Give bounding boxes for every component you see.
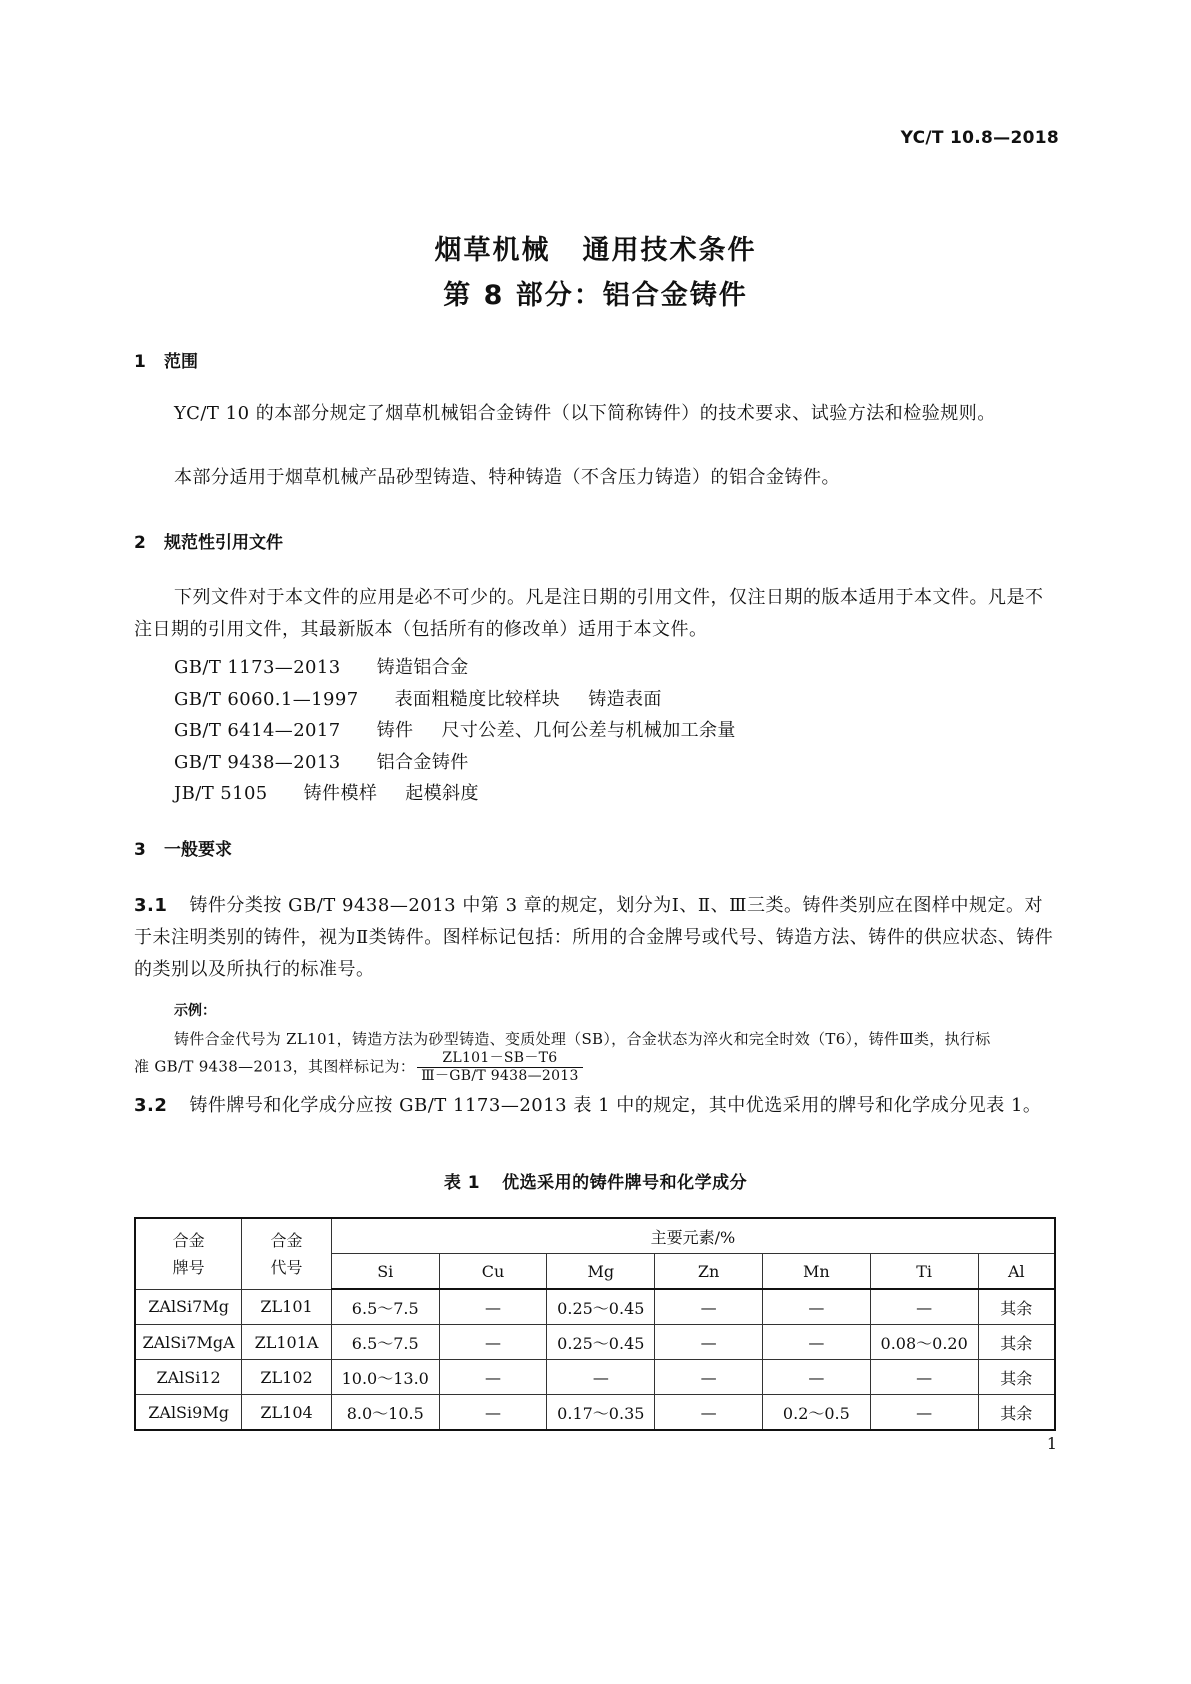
document-title-line1 [0,228,1191,267]
header-mg: Mg [547,1254,655,1290]
cell-grade: ZAlSi9Mg [135,1395,242,1431]
table-row [135,1395,1055,1431]
header-si: Si [331,1254,439,1290]
section-number: 3 [134,840,146,860]
header-alloy-grade: 合金 牌号 [135,1218,242,1289]
page-number: 1 [1046,1434,1057,1453]
table-caption-number: 表 1 [443,1173,481,1193]
cell-zn: — [655,1325,763,1360]
reference-title: 铸件 [376,720,414,741]
header-cu: Cu [439,1254,547,1290]
reference-item [174,684,736,716]
cell-si: 6.5～7.5 [331,1325,439,1360]
section-number: 1 [134,352,146,372]
example-text-line1: 铸件合金代号为 ZL101，铸造方法为砂型铸造、变质处理（SB），合金状态为淬火和完全时效（T6），铸件Ⅲ类，执行标 [174,1030,991,1048]
reference-list [174,652,736,810]
cell-grade: ZAlSi7MgA [135,1325,242,1360]
cell-mn: — [762,1289,870,1325]
table-row [135,1360,1055,1395]
title-part1: 烟草机械 [434,235,551,266]
cell-zn: — [655,1395,763,1431]
cell-code: ZL101 [242,1289,332,1325]
clause-number: 3.1 [134,895,168,916]
section-2-heading [134,528,283,553]
cell-mn: — [762,1325,870,1360]
reference-code: GB/T 9438—2013 [174,751,341,773]
cell-code: ZL101A [242,1325,332,1360]
reference-title: 铸造铝合金 [376,657,469,678]
cell-mg: 0.25～0.45 [547,1325,655,1360]
reference-subtitle: 铸造表面 [588,688,662,710]
section-1-heading [134,347,198,372]
fraction-denominator: Ⅲ－GB/T 9438—2013 [421,1068,579,1084]
section-1-paragraph-2: 本部分适用于烟草机械产品砂型铸造、特种铸造（不含压力铸造）的铝合金铸件。 [174,467,840,488]
reference-title: 铸件模样 [303,783,378,804]
cell-zn: — [655,1289,763,1325]
reference-subtitle: 起模斜度 [405,783,479,804]
cell-al: 其余 [978,1325,1055,1360]
reference-code: GB/T 6060.1—1997 [174,688,359,710]
section-3-heading [134,835,232,860]
reference-title: 铝合金铸件 [376,751,469,773]
cell-cu: — [439,1395,547,1431]
fraction-numerator: ZL101－SB－T6 [417,1050,583,1068]
reference-code: JB/T 5105 [174,783,268,804]
reference-title: 表面粗糙度比较样块 [394,688,561,710]
cell-zn: — [655,1360,763,1395]
cell-mn: — [762,1360,870,1395]
cell-ti: — [870,1360,978,1395]
cell-al: 其余 [978,1360,1055,1395]
cell-mg: 0.17～0.35 [547,1395,655,1431]
header-main-elements: 主要元素/% [331,1218,1055,1254]
clause-text: 铸件牌号和化学成分应按 GB/T 1173—2013 表 1 中的规定，其中优选采用的牌号和化学成分见表 1。 [189,1095,1042,1116]
drawing-mark-fraction [417,1050,583,1085]
example-label: 示例： [174,1003,216,1019]
composition-table [134,1217,1056,1431]
example-text: 准 GB/T 9438—2013，其图样标记为： [134,1057,416,1076]
clause-3-2 [134,1090,1056,1122]
header-zn: Zn [655,1254,763,1290]
cell-code: ZL102 [242,1360,332,1395]
cell-grade: ZAlSi7Mg [135,1289,242,1325]
reference-item [174,715,736,747]
cell-mg: — [547,1360,655,1395]
standard-code: YC/T 10.8—2018 [900,128,1059,148]
section-title: 一般要求 [164,840,232,860]
document-title-line2: 第 8 部分：铝合金铸件 [443,280,748,311]
reference-item [174,778,736,810]
table-caption [0,1168,1191,1193]
reference-item [174,652,736,684]
title-part2: 通用技术条件 [582,235,757,266]
cell-mg: 0.25～0.45 [547,1289,655,1325]
cell-al: 其余 [978,1289,1055,1325]
cell-si: 10.0～13.0 [331,1360,439,1395]
table-row [135,1289,1055,1325]
clause-text: 铸件分类按 GB/T 9438—2013 中第 3 章的规定，划分为Ⅰ、Ⅱ、Ⅲ三类。铸件类别应在图样中规定。对于未注明类别的铸件，视为Ⅱ类铸件。图样标记包括：所用的合金牌号或代号、铸造方法、铸件的供应状态、铸件的类别以及所执行的标准号。 [134,895,1054,980]
header-alloy-code: 合金 代号 [242,1218,332,1289]
section-1-paragraph-1: YC/T 10 的本部分规定了烟草机械铝合金铸件（以下简称铸件）的技术要求、试验方法和检验规则。 [174,403,996,424]
example-text-line2 [134,1050,1056,1085]
cell-si: 6.5～7.5 [331,1289,439,1325]
header-al: Al [978,1254,1055,1290]
reference-item [174,747,736,779]
cell-grade: ZAlSi12 [135,1360,242,1395]
cell-al: 其余 [978,1395,1055,1431]
reference-subtitle: 尺寸公差、几何公差与机械加工余量 [441,720,736,741]
cell-cu: — [439,1360,547,1395]
cell-code: ZL104 [242,1395,332,1431]
reference-code: GB/T 1173—2013 [174,657,341,678]
header-ti: Ti [870,1254,978,1290]
cell-cu: — [439,1289,547,1325]
cell-ti: — [870,1289,978,1325]
cell-cu: — [439,1325,547,1360]
cell-ti: — [870,1395,978,1431]
clause-number: 3.2 [134,1095,168,1116]
section-number: 2 [134,533,146,553]
reference-code: GB/T 6414—2017 [174,720,341,741]
section-2-intro: 下列文件对于本文件的应用是必不可少的。凡是注日期的引用文件，仅注日期的版本适用于本文件。凡是不注日期的引用文件，其最新版本（包括所有的修改单）适用于本文件。 [134,587,1044,640]
cell-ti: 0.08～0.20 [870,1325,978,1360]
table-row [135,1325,1055,1360]
table-caption-title: 优选采用的铸件牌号和化学成分 [502,1173,748,1193]
clause-3-1 [134,890,1056,986]
section-title: 规范性引用文件 [164,533,283,553]
cell-si: 8.0～10.5 [331,1395,439,1431]
section-title: 范围 [164,352,198,372]
cell-mn: 0.2～0.5 [762,1395,870,1431]
header-mn: Mn [762,1254,870,1290]
